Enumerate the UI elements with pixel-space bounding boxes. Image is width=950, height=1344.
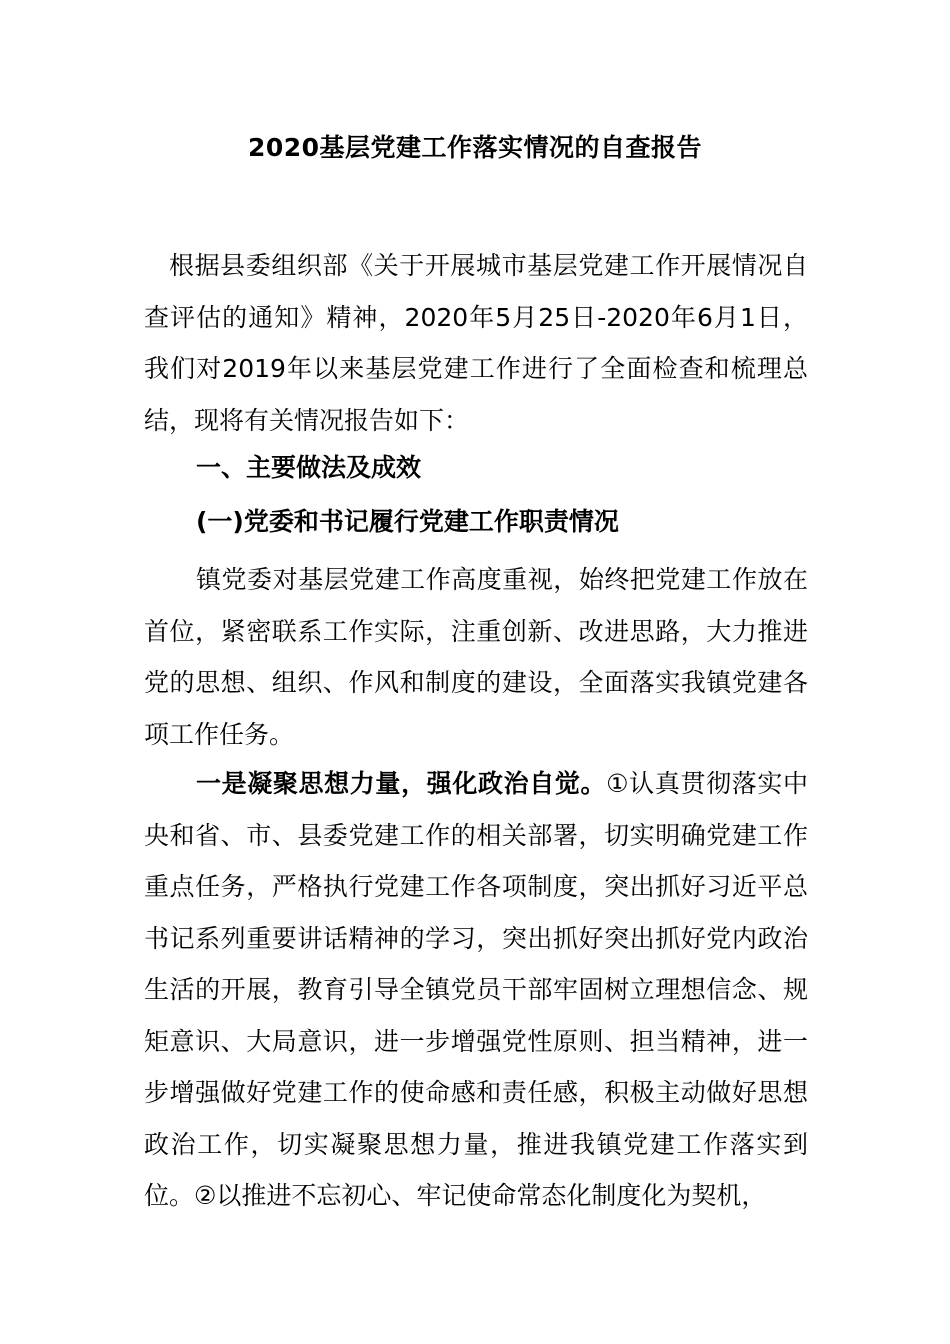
intro-paragraph: 根据县委组织部《关于开展城市基层党建工作开展情况自查评估的通知》精神，2020年5月25日-2020年6月1日，我们对2019年以来基层党建工作进行了全面检查和梳理总结，现将有关情况报告如下： bbox=[144, 251, 808, 435]
section-heading: 一、主要做法及成效 bbox=[196, 453, 422, 482]
subsection-heading: (一)党委和书记履行党建工作职责情况 bbox=[196, 507, 619, 536]
body-paragraph-1: 镇党委对基层党建工作高度重视，始终把党建工作放在首位，紧密联系工作实际，注重创新、改进思路，大力推进党的思想、组织、作风和制度的建设，全面落实我镇党建各项工作任务。 bbox=[144, 565, 808, 749]
paragraph-lead-text: 一是凝聚思想力量，强化政治自觉。 bbox=[196, 769, 607, 798]
body-paragraph-2 bbox=[144, 758, 808, 1222]
paragraph-body-text: ①认真贯彻落实中央和省、市、县委党建工作的相关部署，切实明确党建工作重点任务，严格执行党建工作各项制度，突出抓好习近平总书记系列重要讲话精神的学习，突出抓好突出抓好党内政治生活的开展，教育引导全镇党员干部牢固树立理想信念、规矩意识、大局意识，进一步增强党性原则、担当精神，进一步增强做好党建工作的使命感和责任感，积极主动做好思想政治工作，切实凝聚思想力量，推进我镇党建工作落实到位。②以推进不忘初心、牢记使命常态化制度化为契机， bbox=[144, 769, 808, 1210]
document-title: 2020基层党建工作落实情况的自查报告 bbox=[247, 133, 703, 162]
